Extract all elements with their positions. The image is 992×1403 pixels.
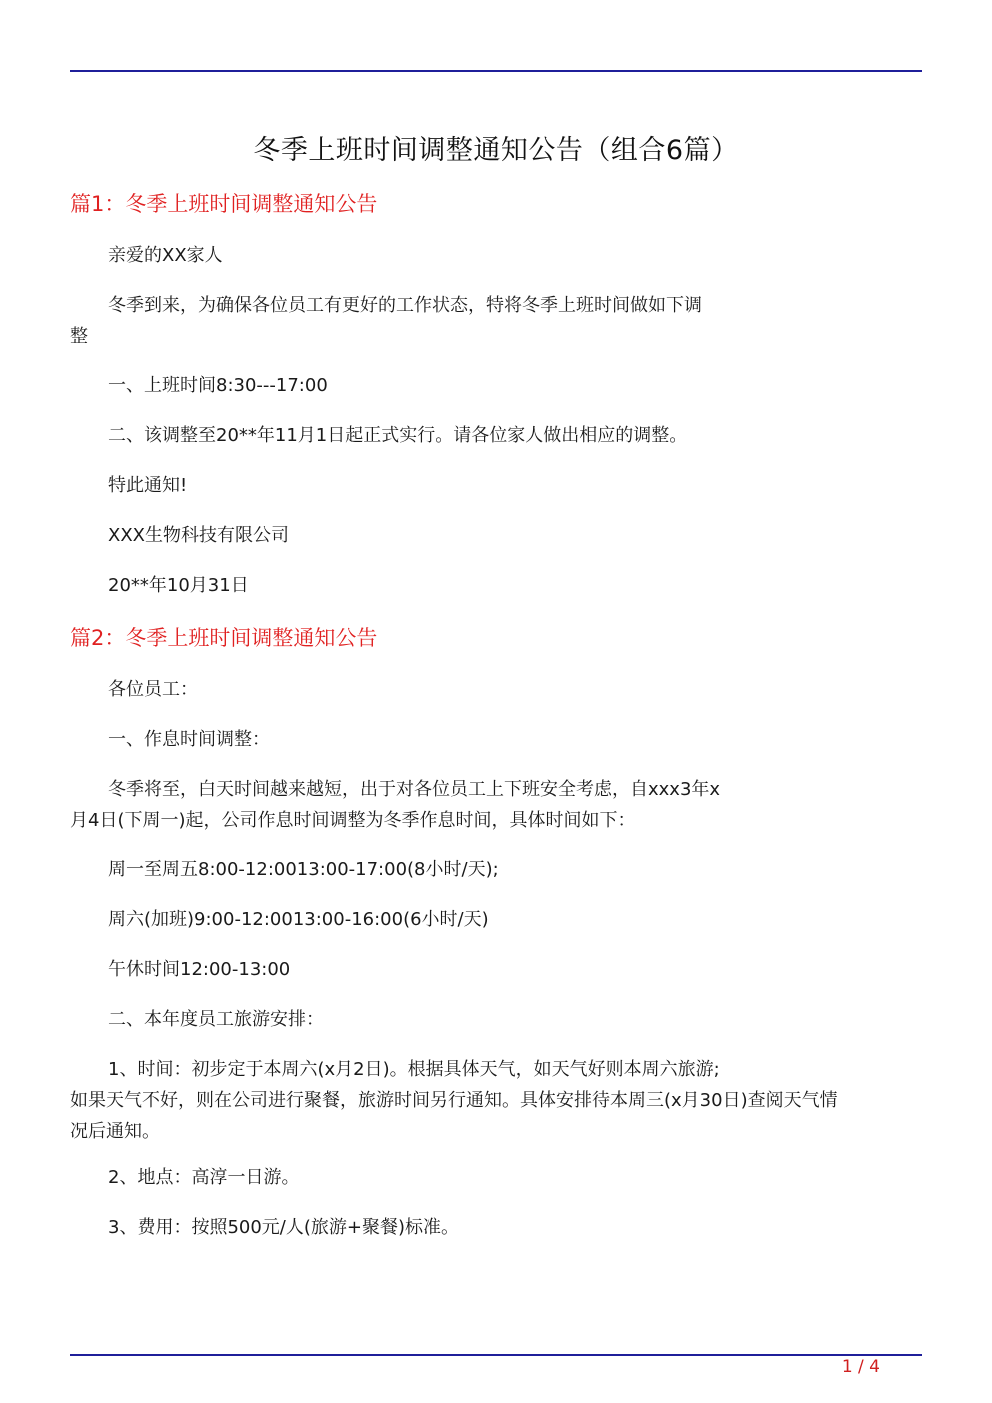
- paragraph: 二、该调整至20**年11月1日起正式实行。请各位家人做出相应的调整。: [108, 425, 688, 446]
- section-heading-1: 篇1：冬季上班时间调整通知公告: [70, 192, 378, 216]
- paragraph: 各位员工：: [108, 679, 198, 700]
- paragraph: 冬季将至，白天时间越来越短，出于对各位员工上下班安全考虑，自xxx3年x 月4日(下周一)起，公司作息时间调整为冬季作息时间，具体时间如下：: [70, 779, 721, 831]
- paragraph: 特此通知!: [108, 475, 188, 496]
- paragraph: 冬季到来，为确保各位员工有更好的工作状态，特将冬季上班时间做如下调 整: [70, 295, 702, 347]
- document-title: 冬季上班时间调整通知公告（组合6篇）: [253, 135, 739, 166]
- paragraph: 3、费用：按照500元/人(旅游+聚餐)标准。: [108, 1217, 459, 1238]
- paragraph: XXX生物科技有限公司: [108, 525, 289, 546]
- paragraph: 周一至周五8:00-12:0013:00-17:00(8小时/天);: [108, 859, 499, 880]
- paragraph: 一、作息时间调整：: [108, 729, 270, 750]
- paragraph: 1、时间：初步定于本周六(x月2日)。根据具体天气，如天气好则本周六旅游; 如果天气不好，则在公司进行聚餐，旅游时间另行通知。具体安排待本周三(x月30日)查阅天气情 况后通知。: [70, 1059, 838, 1142]
- paragraph: 20**年10月31日: [108, 575, 249, 596]
- page-indicator: 1 / 4: [841, 1357, 880, 1377]
- paragraph: 周六(加班)9:00-12:0013:00-16:00(6小时/天): [108, 909, 489, 930]
- footer-rule: [70, 1354, 922, 1356]
- paragraph: 二、本年度员工旅游安排：: [108, 1009, 324, 1030]
- paragraph: 一、上班时间8:30---17:00: [108, 375, 328, 396]
- paragraph: 亲爱的XX家人: [108, 245, 223, 266]
- paragraph: 2、地点：高淳一日游。: [108, 1167, 300, 1188]
- paragraph: 午休时间12:00-13:00: [108, 959, 291, 980]
- section-heading-2: 篇2：冬季上班时间调整通知公告: [70, 626, 378, 650]
- header-rule: [70, 70, 922, 72]
